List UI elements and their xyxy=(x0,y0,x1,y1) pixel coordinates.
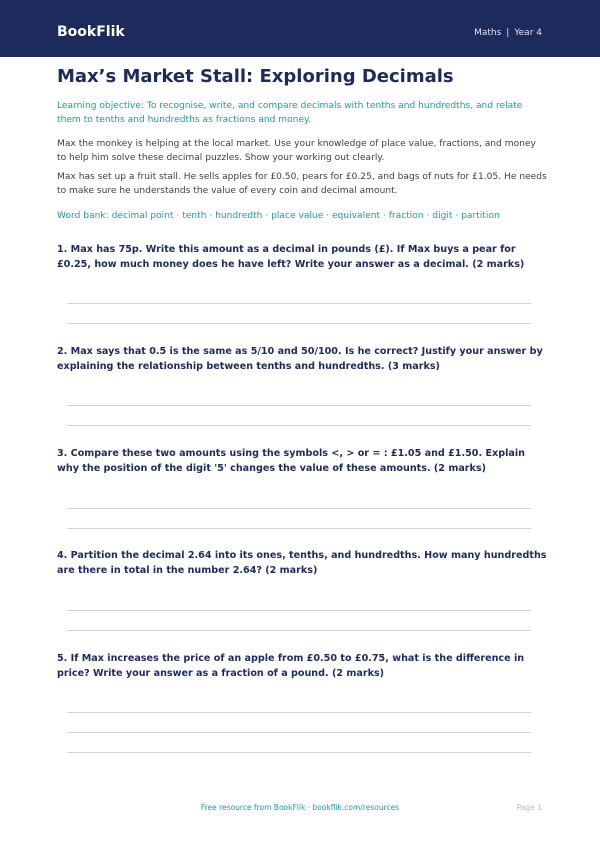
answer-line[interactable] xyxy=(67,610,531,611)
answer-line[interactable] xyxy=(67,508,531,509)
subject-label: Maths xyxy=(474,28,502,38)
answer-line[interactable] xyxy=(67,630,531,631)
intro-paragraph: Max has set up a fruit stall. He sells apples for £0.50, pears for £0.25, and bags of nuts for £1.05. He needs to make sure he understands the value of every coin and decimal amount. xyxy=(57,172,547,196)
question: 4. Partition the decimal 2.64 into its ones, tenths, and hundredths. How many hundredths are there in total in the number 2.64? (2 marks) xyxy=(57,550,547,576)
brand-logo: BookFlik xyxy=(57,24,125,40)
question: 1. Max has 75p. Write this amount as a decimal in pounds (£). If Max buys a pear for £0.25, how much money does he have left? Write your answer as a decimal. (2 marks) xyxy=(57,244,525,270)
header-bar xyxy=(0,0,600,57)
answer-line[interactable] xyxy=(67,712,531,713)
answer-line[interactable] xyxy=(67,405,531,406)
subject-year-label xyxy=(474,26,542,40)
answer-line[interactable] xyxy=(67,323,531,324)
intro-paragraph: Max the monkey is helping at the local market. Use your knowledge of place value, fractions, and money to help him solve these decimal puzzles. Show your working out clearly. xyxy=(57,139,536,163)
question: 2. Max says that 0.5 is the same as 5/10 and 50/100. Is he correct? Justify your answer by explaining the relationship between tenths and hundredths. (3 marks) xyxy=(57,346,543,372)
page-number: Page 1 xyxy=(516,803,542,812)
answer-line[interactable] xyxy=(67,425,531,426)
question: 5. If Max increases the price of an apple from £0.50 to £0.75, what is the difference in price? Write your answer as a fraction of a pound. (2 marks) xyxy=(57,653,525,679)
answer-line[interactable] xyxy=(67,732,531,733)
question: 3. Compare these two amounts using the symbols <, > or = : £1.05 and £1.50. Explain why the position of the digit '5' changes the value of these amounts. (2 marks) xyxy=(57,448,525,474)
meta-separator: | xyxy=(506,28,510,38)
page-title: Max’s Market Stall: Exploring Decimals xyxy=(57,66,454,87)
word-bank: Word bank: decimal point · tenth · hundredth · place value · equivalent · fraction · digit · partition xyxy=(57,211,500,221)
year-label: Year 4 xyxy=(514,28,542,38)
footer-credit: Free resource from BookFlik · bookflik.com/resources xyxy=(200,803,400,812)
learning-objective: Learning objective: To recognise, write, and compare decimals with tenths and hundredths, and relate them to tenths and hundredths as fractions and money. xyxy=(57,101,523,125)
answer-line[interactable] xyxy=(67,303,531,304)
answer-line[interactable] xyxy=(67,528,531,529)
answer-line[interactable] xyxy=(67,752,531,753)
